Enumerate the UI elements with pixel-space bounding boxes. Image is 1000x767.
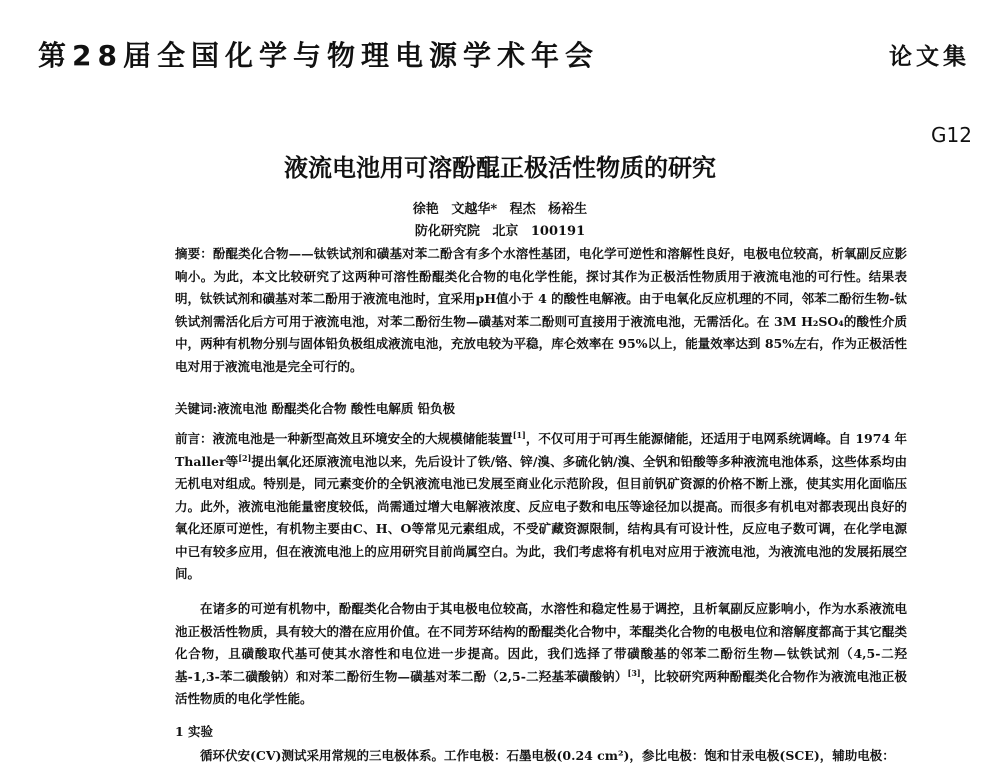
intro-label: 前言：	[175, 431, 213, 446]
intro-text-a: 液流电池是一种新型高效且环境安全的大规模储能装置	[212, 431, 513, 446]
abstract-label: 摘要：	[175, 246, 213, 261]
intro2-text-a: 在诸多的可逆有机物中，酚醌类化合物由于其电极电位较高，水溶性和稳定性易于调控，且析氧副反应影响小，作为水系液流电池正极活性物质，具有较大的潜在应用价值。在不同芳环结构的酚醌类化合物中，苯醌类化合物的电极电位和溶解度都高于其它醌类化合物，且磺酸取代基可使其水溶性和电位进一步提高。因此，我们选择了带磺酸基的邻苯二酚衍生物—钛铁试剂（4,5-二羟基-1,3-苯二磺酸钠）和对苯二酚衍生物—磺基对苯二酚（2,5-二羟基苯磺酸钠）	[175, 601, 907, 684]
affiliation: 防化研究院 北京 100191	[414, 224, 586, 239]
intro-text-b: ，不仅可用于可再生能源储能，还适用于电网系统调峰。自 1974 年Thaller等	[175, 431, 907, 469]
intro-paragraph-2	[175, 598, 907, 711]
paper-code: G12	[931, 123, 972, 147]
intro2-text-b: ，比较研究两种酚醌类化合物作为液流电池正极活性物质的电化学性能。	[175, 668, 907, 706]
keywords-label: 关键词:	[175, 401, 218, 416]
intro-paragraph-1	[175, 428, 907, 586]
keywords-text: 液流电池 酚醌类化合物 酸性电解质 铅负极	[217, 401, 456, 416]
keywords	[175, 398, 907, 421]
collection-label: 论文集	[889, 44, 970, 70]
citation-2: [2]	[238, 452, 252, 463]
paper-title: 液流电池用可溶酚醌正极活性物质的研究	[284, 154, 716, 182]
intro-text-c: 提出氧化还原液流电池以来，先后设计了铁/铬、锌/溴、多硫化钠/溴、全钒和铅酸等多种液流电池体系，这些体系均由无机电对组成。特别是，同元素变价的全钒液流电池已发展至商业化示范阶段，但目前钒矿资源的价格不断上涨，使其实用化面临压力。此外，液流电池能量密度较低，尚需通过增大电解液浓度、反应电子数和电压等途径加以提高。而很多有机电对都表现出良好的氧化还原可逆性，有机物主要由C、H、O等常见元素组成，不受矿藏资源限制，结构具有可设计性，反应电子数可调，在化学电源中已有较多应用，但在液流电池上的应用研究目前尚属空白。为此，我们考虑将有机电对应用于液流电池，为液流电池的发展拓展空间。	[175, 453, 908, 581]
section-heading-experiment: 1 实验	[175, 724, 214, 739]
citation-3: [3]	[627, 667, 641, 678]
citation-1: [1]	[512, 429, 526, 440]
abstract-text: 酚醌类化合物——钛铁试剂和磺基对苯二酚含有多个水溶性基团，电化学可逆性和溶解性良好，电极电位较高，析氧副反应影响小。为此，本文比较研究了这两种可溶性酚醌类化合物的电化学性能，探讨其作为正极活性物质用于液流电池的可行性。结果表明，钛铁试剂和磺基对苯二酚用于液流电池时，宜采用pH值小于 4 的酸性电解液。由于电氧化反应机理的不同，邻苯二酚衍生物-钛铁试剂需活化后方可用于液流电池，对苯二酚衍生物—磺基对苯二酚则可直接用于液流电池，无需活化。在 3M H₂SO₄的酸性介质中，两种有机物分别与固体铅负极组成液流电池，充放电较为平稳，库仑效率在 95%以上，能量效率达到 85%左右，作为正极活性电对用于液流电池是完全可行的。	[175, 246, 907, 374]
abstract	[175, 243, 907, 378]
method-text: 循环伏安(CV)测试采用常规的三电极体系。工作电极：石墨电极(0.24 cm²)，参比电极：饱和甘汞电极(SCE)，辅助电极：	[200, 748, 895, 763]
conference-header: 第28届全国化学与物理电源学术年会	[38, 39, 599, 72]
authors: 徐艳 文越华* 程杰 杨裕生	[412, 202, 588, 217]
